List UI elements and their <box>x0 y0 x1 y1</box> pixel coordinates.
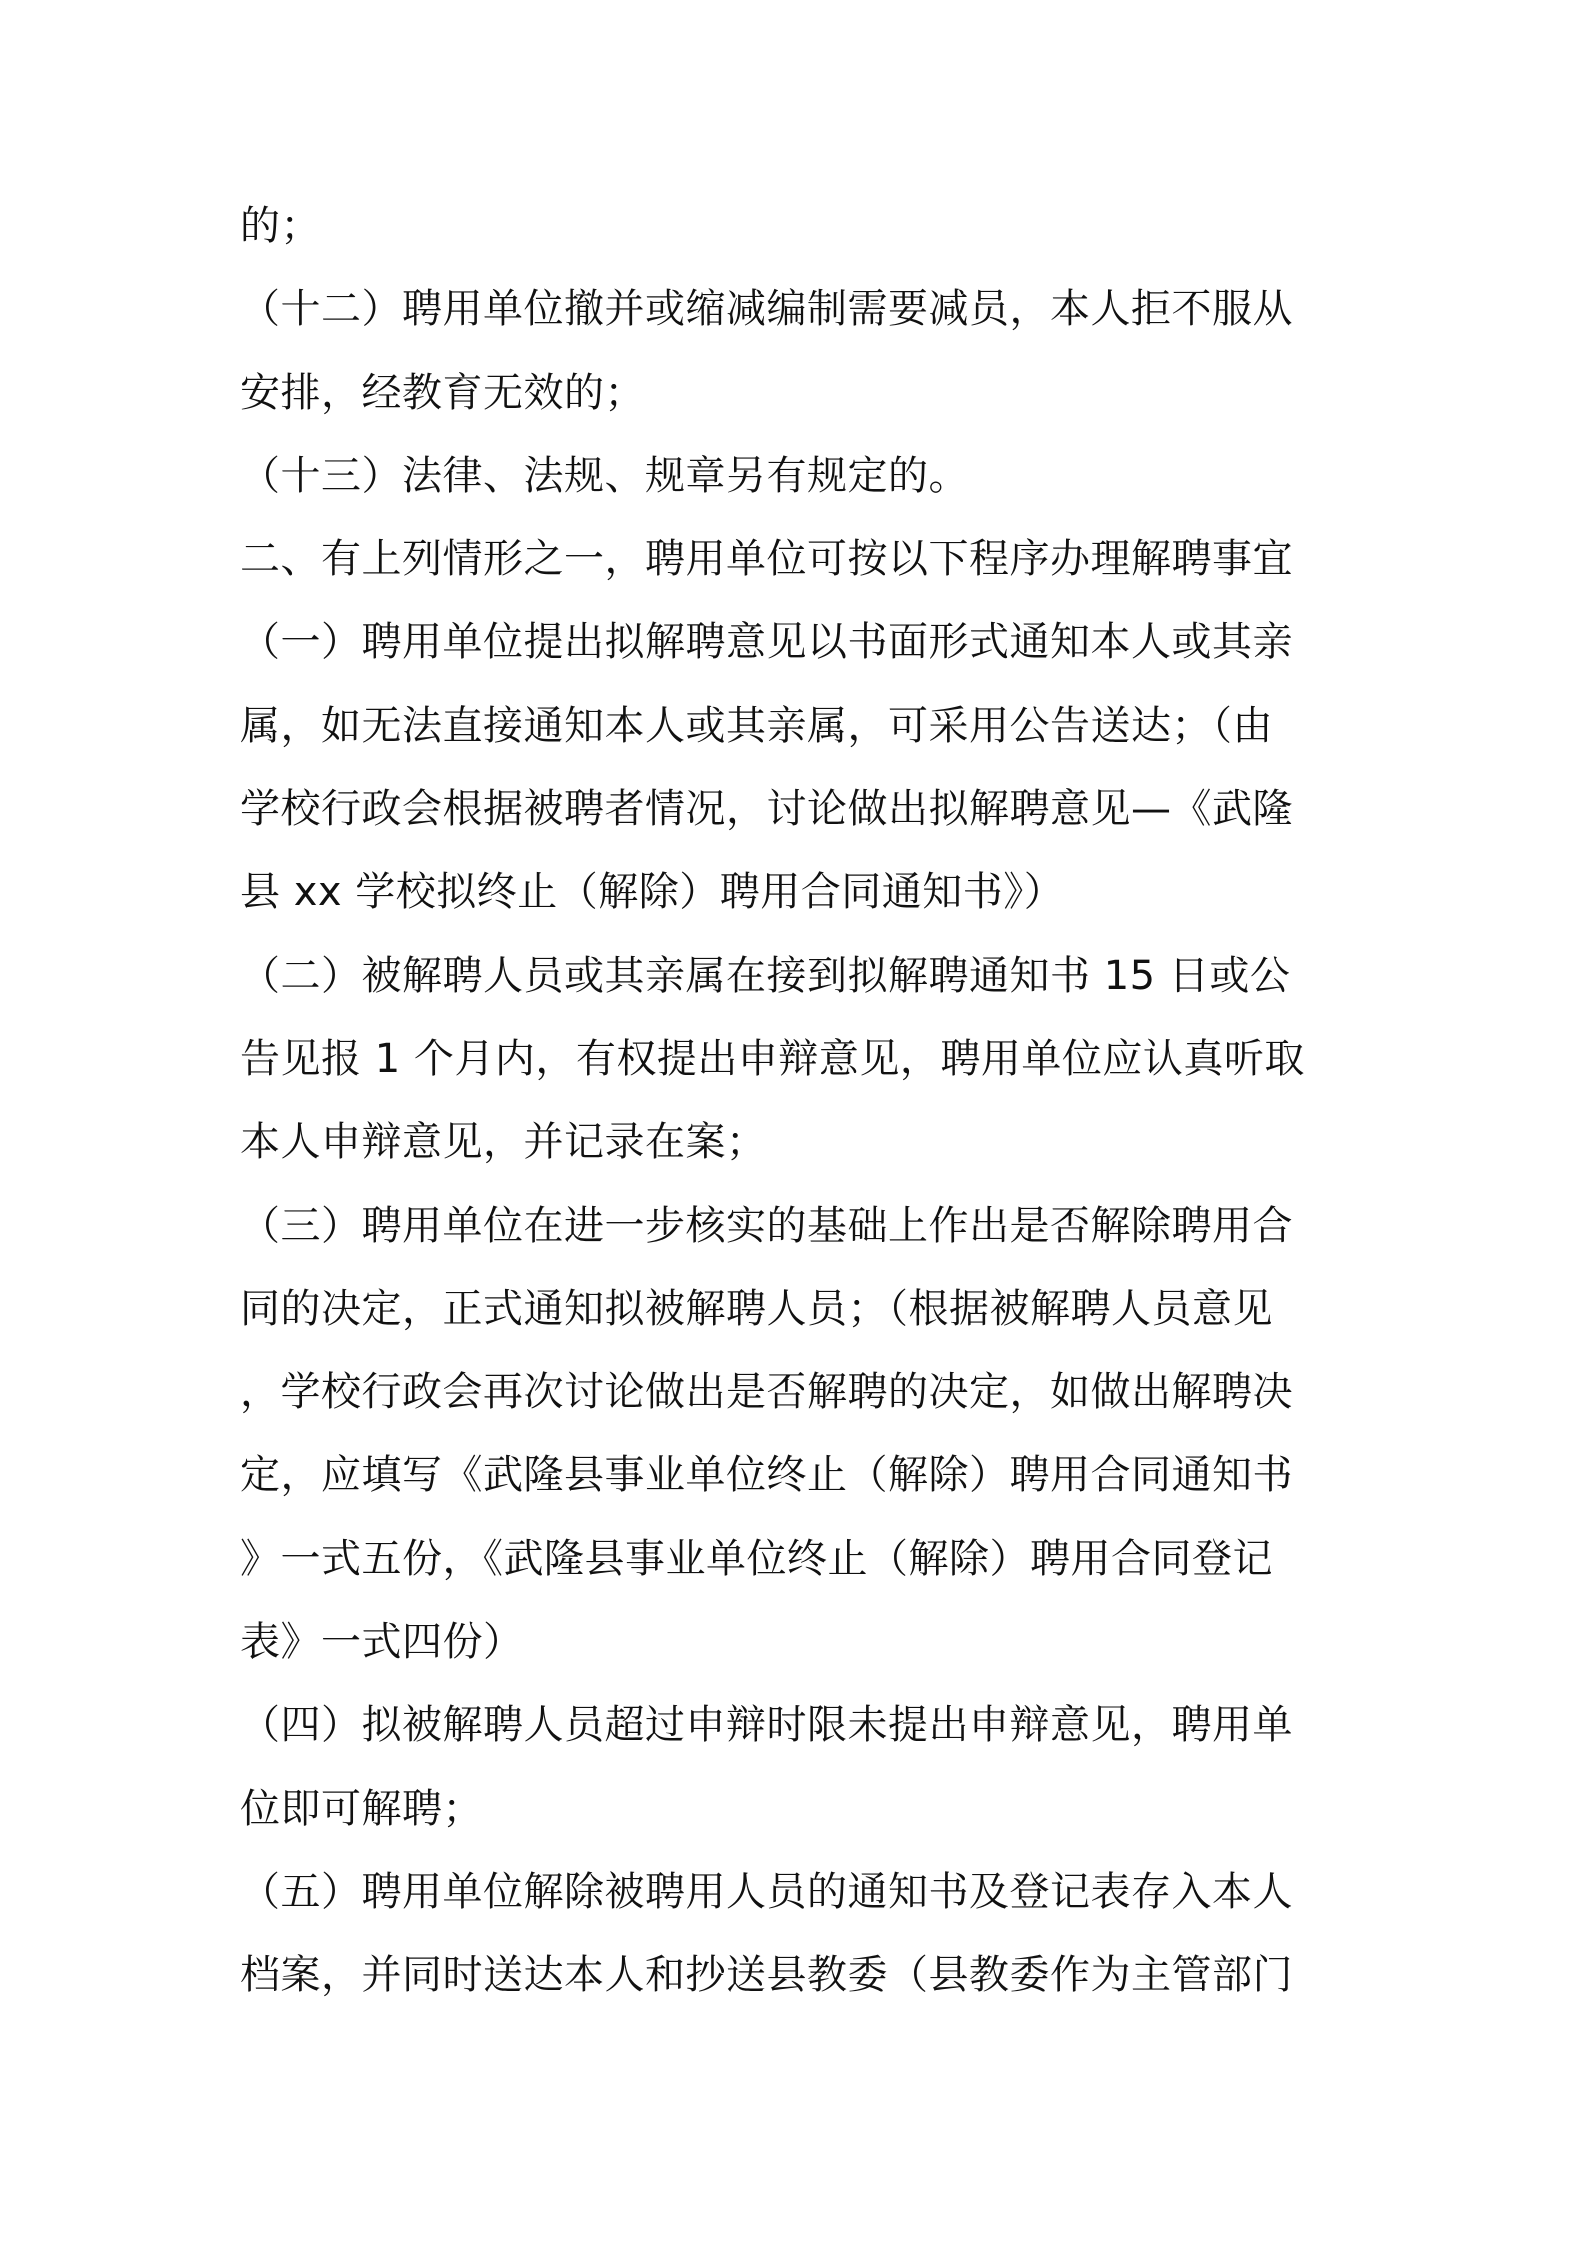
text-line: 档案，并同时送达本人和抄送县教委（县教委作为主管部门 <box>240 1952 1293 1999</box>
text-line: 的； <box>240 203 321 249</box>
section-heading: 二、有上列情形之一，聘用单位可按以下程序办理解聘事宜 <box>240 536 1293 583</box>
text-line: 》一式五份，《武隆县事业单位终止（解除）聘用合同登记 <box>240 1535 1273 1582</box>
text-line: 县 xx 学校拟终止（解除）聘用合同通知书》） <box>240 869 1065 916</box>
text-line: 告见报 1 个月内，有权提出申辩意见，聘用单位应认真听取 <box>240 1035 1305 1082</box>
text-line: 定，应填写《武隆县事业单位终止（解除）聘用合同通知书 <box>240 1452 1293 1499</box>
text-line: 属，如无法直接通知本人或其亲属，可采用公告送达；（由 <box>240 702 1273 749</box>
text-line: （四）拟被解聘人员超过申辩时限未提出申辩意见，聘用单 <box>240 1702 1293 1749</box>
document-body <box>240 185 1360 2018</box>
text-line: 同的决定，正式通知拟被解聘人员；（根据被解聘人员意见 <box>240 1285 1273 1332</box>
text-line: （三）聘用单位在进一步核实的基础上作出是否解除聘用合 <box>240 1202 1293 1249</box>
text-line: （一）聘用单位提出拟解聘意见以书面形式通知本人或其亲 <box>240 619 1293 666</box>
text-line: （十三）法律、法规、规章另有规定的。 <box>240 452 969 499</box>
text-line: 位即可解聘； <box>240 1785 483 1832</box>
text-line: ，学校行政会再次讨论做出是否解聘的决定，如做出解聘决 <box>240 1369 1293 1416</box>
text-line: （五）聘用单位解除被聘用人员的通知书及登记表存入本人 <box>240 1868 1293 1915</box>
text-line: 本人申辩意见，并记录在案； <box>240 1119 767 1166</box>
text-line: 表》一式四份） <box>240 1619 524 1666</box>
text-line: （十二）聘用单位撤并或缩减编制需要减员，本人拒不服从 <box>240 286 1293 333</box>
text-line: 安排，经教育无效的； <box>240 369 645 416</box>
text-line: 学校行政会根据被聘者情况，讨论做出拟解聘意见—《武隆 <box>240 786 1293 833</box>
text-line: （二）被解聘人员或其亲属在接到拟解聘通知书 15 日或公 <box>240 952 1291 999</box>
